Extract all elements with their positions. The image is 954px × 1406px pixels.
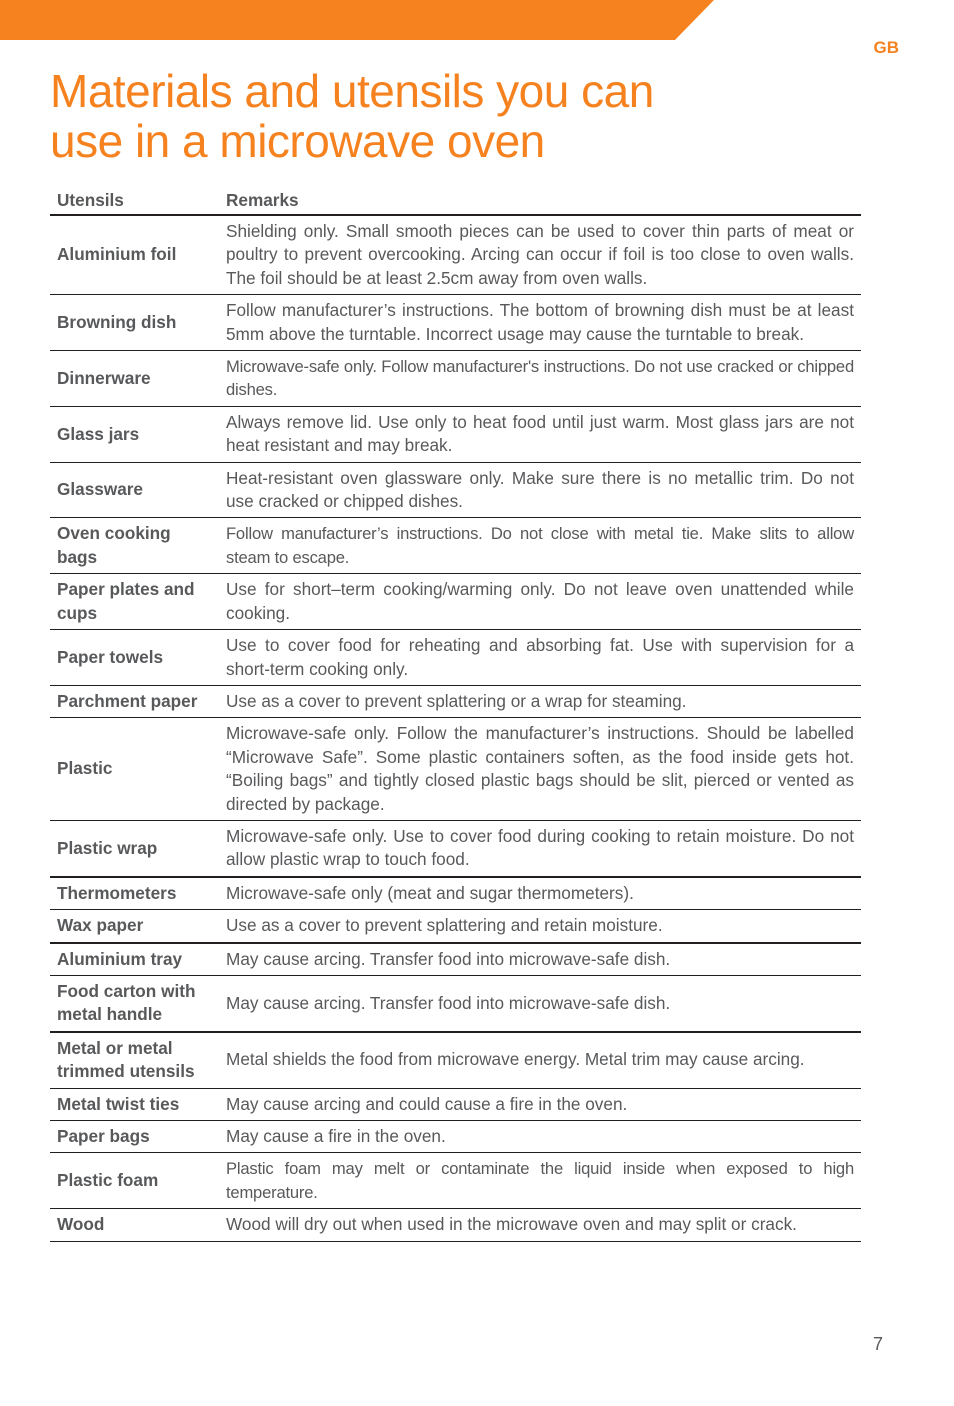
table-row bbox=[50, 351, 861, 407]
table-row bbox=[50, 215, 861, 295]
utensil-name: Plastic bbox=[50, 718, 212, 821]
utensil-remark: May cause a fire in the oven. bbox=[212, 1121, 861, 1153]
table-row bbox=[50, 462, 861, 518]
utensil-remark: May cause arcing. Transfer food into microwave-safe dish. bbox=[212, 975, 861, 1031]
utensil-name: Plastic foam bbox=[50, 1153, 212, 1209]
utensil-remark: May cause arcing and could cause a fire in the oven. bbox=[212, 1088, 861, 1120]
table-row bbox=[50, 718, 861, 821]
utensil-name: Metal or metal trimmed utensils bbox=[50, 1032, 212, 1088]
utensil-remark: Use for short–term cooking/warming only. Do not leave oven unattended while cooking. bbox=[212, 574, 861, 630]
utensil-name: Browning dish bbox=[50, 295, 212, 351]
column-header-remarks: Remarks bbox=[212, 186, 861, 215]
utensil-name: Paper bags bbox=[50, 1121, 212, 1153]
page-title bbox=[50, 66, 654, 166]
utensil-name: Aluminium foil bbox=[50, 215, 212, 295]
table-row bbox=[50, 518, 861, 574]
utensil-remark: Use as a cover to prevent splattering or a wrap for steaming. bbox=[212, 685, 861, 717]
utensil-name: Glassware bbox=[50, 462, 212, 518]
utensil-name: Food carton with metal handle bbox=[50, 975, 212, 1031]
table-row bbox=[50, 1209, 861, 1241]
utensil-name: Thermometers bbox=[50, 877, 212, 910]
table-row bbox=[50, 820, 861, 876]
utensil-name: Glass jars bbox=[50, 406, 212, 462]
utensil-name: Parchment paper bbox=[50, 685, 212, 717]
utensil-remark: Follow manufacturer’s instructions. The bottom of browning dish must be at least 5mm above the turntable. Incorrect usage may cause the turntable to break. bbox=[212, 295, 861, 351]
table-header-row bbox=[50, 186, 861, 215]
utensil-name: Paper plates and cups bbox=[50, 574, 212, 630]
table-row bbox=[50, 975, 861, 1031]
utensil-remark: Plastic foam may melt or contaminate the liquid inside when exposed to high temperature. bbox=[212, 1153, 861, 1209]
utensil-name: Paper towels bbox=[50, 630, 212, 686]
utensil-remark: Use to cover food for reheating and absorbing fat. Use with supervision for a short-term cooking only. bbox=[212, 630, 861, 686]
utensil-name: Plastic wrap bbox=[50, 820, 212, 876]
table-row bbox=[50, 1088, 861, 1120]
utensil-remark: Wood will dry out when used in the microwave oven and may split or crack. bbox=[212, 1209, 861, 1241]
utensil-remark: Microwave-safe only. Follow manufacturer's instructions. Do not use cracked or chipped dishes. bbox=[212, 351, 861, 407]
table-row bbox=[50, 910, 861, 943]
table-row bbox=[50, 574, 861, 630]
utensil-name: Aluminium tray bbox=[50, 943, 212, 976]
table-row bbox=[50, 1032, 861, 1088]
utensil-name: Dinnerware bbox=[50, 351, 212, 407]
utensil-remark: Follow manufacturer’s instructions. Do not close with metal tie. Make slits to allow steam to escape. bbox=[212, 518, 861, 574]
orange-header-banner bbox=[0, 0, 954, 40]
table-row bbox=[50, 630, 861, 686]
table-row bbox=[50, 1121, 861, 1153]
utensil-remark: Use as a cover to prevent splattering and retain moisture. bbox=[212, 910, 861, 943]
utensil-remark: Shielding only. Small smooth pieces can be used to cover thin parts of meat or poultry to prevent overcooking. Arcing can occur if foil is too close to oven walls. The foil should be at least 2.5cm away from oven walls. bbox=[212, 215, 861, 295]
utensil-remark: Microwave-safe only. Follow the manufacturer’s instructions. Should be labelled “Microwave Safe”. Some plastic containers soften, as the food inside gets hot. “Boiling bags” and tightly closed plastic bags should be slit, pierced or vented as directed by package. bbox=[212, 718, 861, 821]
utensil-name: Wood bbox=[50, 1209, 212, 1241]
table-row bbox=[50, 685, 861, 717]
utensil-remark: Always remove lid. Use only to heat food until just warm. Most glass jars are not heat resistant and may break. bbox=[212, 406, 861, 462]
column-header-utensils: Utensils bbox=[50, 186, 212, 215]
page-title-line-1: Materials and utensils you can bbox=[50, 65, 654, 117]
utensil-name: Metal twist ties bbox=[50, 1088, 212, 1120]
utensils-table bbox=[50, 186, 861, 1242]
table-row bbox=[50, 1153, 861, 1209]
table-row bbox=[50, 877, 861, 910]
utensil-name: Wax paper bbox=[50, 910, 212, 943]
utensil-remark: May cause arcing. Transfer food into microwave-safe dish. bbox=[212, 943, 861, 976]
utensil-remark: Heat-resistant oven glassware only. Make sure there is no metallic trim. Do not use cracked or chipped dishes. bbox=[212, 462, 861, 518]
table-row bbox=[50, 406, 861, 462]
utensil-remark: Metal shields the food from microwave energy. Metal trim may cause arcing. bbox=[212, 1032, 861, 1088]
page-number: 7 bbox=[872, 1334, 883, 1354]
utensil-remark: Microwave-safe only (meat and sugar thermometers). bbox=[212, 877, 861, 910]
page-title-line-2: use in a microwave oven bbox=[50, 115, 545, 167]
utensil-remark: Microwave-safe only. Use to cover food during cooking to retain moisture. Do not allow plastic wrap to touch food. bbox=[212, 820, 861, 876]
table-row bbox=[50, 943, 861, 976]
language-tag: GB bbox=[873, 38, 899, 57]
utensil-name: Oven cooking bags bbox=[50, 518, 212, 574]
table-row bbox=[50, 295, 861, 351]
